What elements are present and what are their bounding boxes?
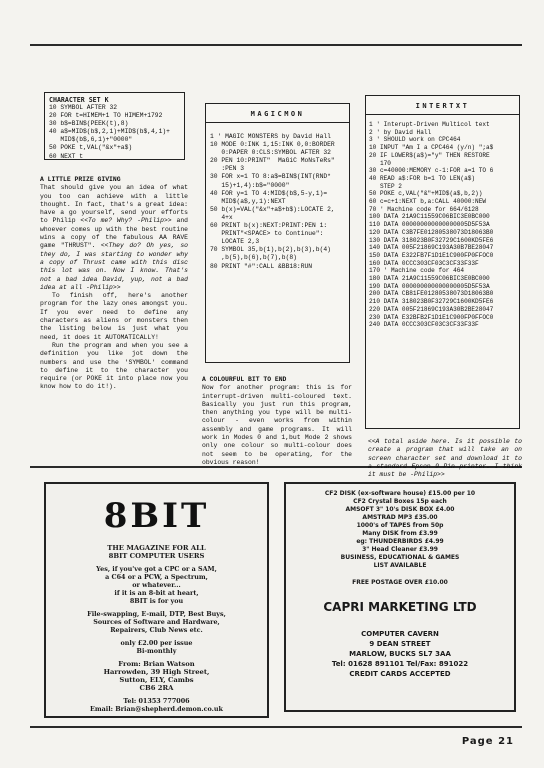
capri-line: LIST AVAILABLE [373,562,427,569]
magicmon-box [205,103,350,363]
capri-line: CF2 Crystal Boxes 15p each [353,498,447,505]
aside-note: <<A total aside here. Is it possible to create a program that will take an on screen character set and download it to a standard Epson 9 Pin printer. I think it must be -Philip>> [368,438,522,479]
ad-8bit-l8: File-swapping, E-mail, DTP, Best Buys, [87,610,226,618]
charset-title: CHARACTER SET K [49,96,109,104]
capri-product-list [286,490,514,570]
capri-address [286,629,514,679]
ad-8bit-l5: or whatever... [132,581,181,589]
ad-8bit-l10: Repairers, Club News etc. [110,626,203,634]
ad-8bit-l14: Harrowden, 39 High Street, [103,668,210,676]
capri-company: CAPRI MARKETING LTD [323,600,477,614]
capri-line: AMSOFT 3" 10's DISK BOX £4.00 [345,506,455,513]
ad-8bit-l11: only £2.00 per issue [120,639,193,647]
prize-para2: To finish off, here's another program for the lazy ones amongst you. If you ever need to define any characters as aliens or monsters then the listing below is just what you need, it does it AUTOMATICALLY! [40,292,188,341]
ad-8bit-l1: THE MAGAZINE FOR ALL [107,544,206,552]
prize-article [40,176,188,392]
ad-8bit-l13: From: Brian Watson [118,660,195,668]
prize-para1-aside: <<To me? Why? -Philip>> [80,217,172,225]
ad-8bit-l2: 8BIT COMPUTER USERS [108,552,205,560]
intertxt-code: 1 ' Interupt-Driven Multicol text 2 ' by David Hall 3 ' SHOULD work on CPC464 10 INPUT "Am I a CPC464 (y/n) ";a$ 20 IF LOWER$(a$)="y" THEN RESTORE 170 30 c=40000:MEMORY c-1:FOR a=1 TO 6 40 READ a$:FOR b=1 TO LEN(a$) STEP 2 50 POKE c,VAL("&"+MID$(a$,b,2)) 60 c=c+1:NEXT b,a:CALL 40000:NEW 70 ' Machine code for 664/6128 100 DATA 21A9C11559C06BIC3E0BC000 110 DATA 000000000000000005D5F53A 120 DATA C3B7FE01280538073D18063B0 130 DATA 318023B0F32729C1600KD5FE6 140 DATA 005F21869C193A30B7BE28047 150 DATA E322FB7F1D1E1C900FP0FFOC0 160 DATA 0CCC303CF03C3CF33F33F 170 ' Machine code for 464 180 DATA 21A9C11559C06BIC3E0BC000 190 DATA 000000000000000005D5F53A 200 DATA CB81FE01280538073D18063B0 210 DATA 318023B0F32729C1600KD5FE6 220 DATA 005F21869C193A30B2BE28047 230 DATA E32BFB2F1D1E1C900FP0FFOC0 240 DATA 0CCC303CF03C3CF33F33F [369,121,494,329]
capri-free-postage: FREE POSTAGE OVER £10.00 [352,579,448,586]
prize-para1b-aside: <<They do? Oh yes, so they do, I was starting to wonder why a copy of Thrust came with this disc this lot was on. Now I know. That's not a bad idea David, yup, not a bad idea at all -Philip>> [40,242,188,291]
charset-listing-box [44,92,185,160]
magicmon-title: MAGICMON [206,104,349,123]
capri-line: eg: THUNDERBIRDS £4.99 [356,538,444,545]
ad-8bit-l3: Yes, if you've got a CPC or a SAM, [96,565,217,573]
capri-line: AMSTRAD MP3 £35.00 [362,514,438,521]
prize-para1b-text: and whoever comes up with the best routine wins a copy of the fabulous AA RAVE game "THRUST". [40,217,188,250]
capri-line: BUSINESS, EDUCATIONAL & GAMES [340,554,460,561]
ad-8bit-l15: Sutton, ELY, Cambs [119,676,194,684]
colour-article [202,376,352,467]
intertxt-box [365,95,520,429]
page-number: Page 21 [461,736,514,747]
capri-line: CF2 DISK (ex-software house) £15.00 per 10 [324,490,476,497]
capri-addr2: 9 DEAN STREET [369,640,431,648]
ad-8bit-body [46,544,267,713]
capri-cards: CREDIT CARDS ACCEPTED [349,670,451,678]
ad-8bit-title: 8BIT [103,496,210,536]
colour-heading: A COLOURFUL BIT TO END [202,376,287,383]
capri-addr3: MARLOW, BUCKS SL7 3AA [349,650,451,658]
bottom-rule [30,726,522,728]
capri-line: 3" Head Cleaner £3.99 [362,546,438,553]
capri-tel: Tel: 01628 891101 Tel/Fax: 891022 [331,660,469,668]
ad-8bit-l17: Tel: 01353 777006 [123,697,190,705]
ad-8bit-l18: Email: Brian@shepherd.demon.co.uk [90,705,223,713]
ad-capri [284,482,516,712]
intertxt-title: INTERTXT [366,96,519,115]
capri-addr1: COMPUTER CAVERN [361,630,439,638]
capri-line: 1000's of TAPES from 50p [356,522,444,529]
ad-8bit-l12: Bi-monthly [136,647,177,655]
ad-8bit [44,482,269,718]
prize-para1 [40,184,188,292]
ad-8bit-l7: 8BIT is for you [129,597,184,605]
colour-para: Now for another program: this is for interrupt-driven multi-coloured text. Basically you just run this program, then anything you type will be multi-colour - even works from within assembly and game programs. It will work in Modes 0 and 1,but Mode 2 shows only one colour so multi-colour does not seem to be operating, for the obvious reason! [202,384,352,466]
ad-8bit-l16: CB6 2RA [139,684,174,692]
prize-heading: A LITTLE PRIZE GIVING [40,176,121,183]
charset-code: 10 SYMBOL AFTER 32 20 FOR t=HIMEM+1 TO HIMEM+1792 30 b$=BIN$(PEEK(t),8) 40 a$=MID$(b$,2,1)+MID$(b$,4,1)+ MID$(b$,6,1)+"0000" 50 POKE t,VAL("&x"+a$) 60 NEXT t [49,104,170,160]
magicmon-code: 1 ' MAGIC MONSTERS by David Hall 10 MODE 0:INK 1,15:INK 0,0:BORDER 0:PAPER 0:CLS:SYMBOL AFTER 32 20 PEN 10:PRINT" MaGiC MoNsTeRs" :PEN 3 30 FOR x=1 TO 8:a$=BIN$(INT(RND* 15)+1,4):b$="0000" 40 FOR y=1 TO 4:MID$(b$,5-y,1)= MID$(a$,y,1):NEXT 50 b(x)=VAL("&x"+a$+b$):LOCATE 2, 4+x 60 PRINT b(x):NEXT:PRINT:PEN 1: PRINT"<SPACE> to Continue": LOCATE 2,3 70 SYMBOL 35,b(1),b(2),b(3),b(4) ,b(5),b(6),b(7),b(8) 80 PRINT "#":CALL &BB18:RUN [210,133,335,270]
top-rule [30,44,522,46]
capri-line: Many DISK from £3.99 [362,530,438,537]
ad-8bit-l9: Sources of Software and Hardware, [93,618,220,626]
prize-para1-text: That should give you an idea of what you too can achieve with a little thought. In fact, that's a great idea: have a go yourself, send your efforts to Philip [40,184,188,225]
ad-8bit-l4: a C64 or a PCW, a Spectrum, [105,573,208,581]
prize-para3: Run the program and when you see a definition you like jot down the numbers and use the 'SYMBOL' command to define it to the character you require (or POKE it into place now you know how to do it!). [40,341,188,391]
ad-8bit-l6: if it is an 8-bit at heart, [114,589,199,597]
